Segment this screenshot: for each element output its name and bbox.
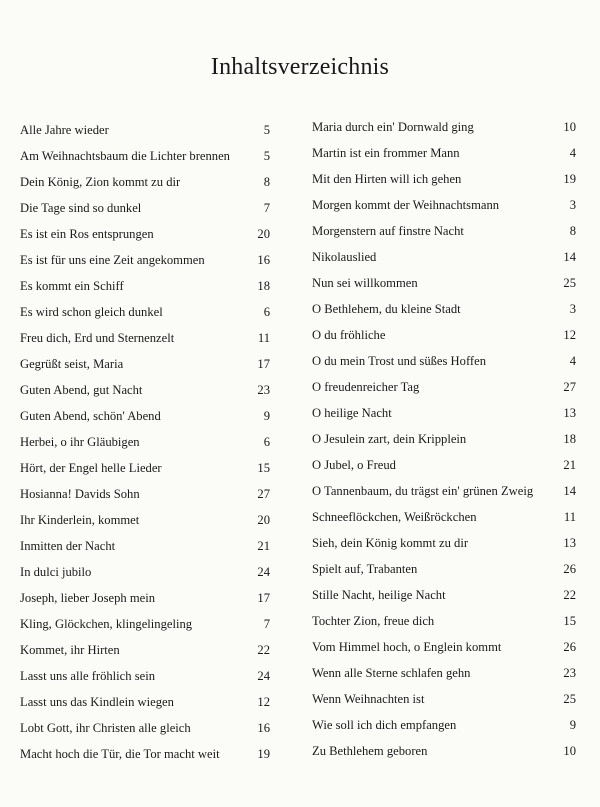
toc-entry [312,270,576,296]
toc-entry [20,169,270,195]
song-title: Nun sei willkommen [312,276,418,290]
song-title: Tochter Zion, freue dich [312,614,435,628]
page-title: Inhaltsverzeichnis [210,54,390,80]
toc-entry [312,608,576,634]
right-toc-column [312,114,576,764]
song-title: O Jubel, o Freud [312,458,396,472]
song-title: O du fröhliche [312,328,386,342]
song-title: Wenn Weihnachten ist [312,692,425,706]
song-title: Dein König, Zion kommt zu dir [20,175,181,189]
song-title: Kommet, ihr Hirten [20,643,120,657]
toc-entry [20,689,270,715]
toc-entry [20,247,270,273]
page-number: 6 [263,305,270,319]
page-number: 17 [257,591,270,605]
toc-entry [312,504,576,530]
song-title: Ihr Kinderlein, kommet [20,513,140,527]
song-title: O Bethlehem, du kleine Stadt [312,302,461,316]
song-title: O freudenreicher Tag [312,380,420,394]
page-number: 23 [563,666,576,680]
toc-entry [312,322,576,348]
page-number: 10 [563,744,576,758]
toc-entry [312,452,576,478]
toc-entry [20,507,270,533]
song-title: Nikolauslied [312,250,377,264]
page-number: 11 [257,331,270,345]
song-title: Lasst uns alle fröhlich sein [20,669,156,683]
toc-entry [20,377,270,403]
song-title: Macht hoch die Tür, die Tor macht weit [20,747,220,761]
page-number: 6 [263,435,270,449]
toc-entry [312,556,576,582]
page-number: 4 [569,354,576,368]
song-title: Am Weihnachtsbaum die Lichter brennen [20,149,230,163]
toc-entry [312,426,576,452]
page-number: 19 [257,747,270,761]
toc-entry [20,455,270,481]
page-number: 18 [563,432,576,446]
song-title: Morgen kommt der Weihnachtsmann [312,198,500,212]
toc-entry [312,244,576,270]
page-number: 21 [563,458,576,472]
toc-entry [312,530,576,556]
toc-entry [20,559,270,585]
page-number: 4 [569,146,576,160]
page-number: 14 [563,484,576,498]
song-title: Wenn alle Sterne schlafen gehn [312,666,471,680]
page-number: 8 [569,224,576,238]
toc-entry [312,582,576,608]
page-number: 16 [257,253,270,267]
toc-entry [312,712,576,738]
page-number: 26 [563,562,576,576]
toc-entry [20,273,270,299]
page-number: 17 [257,357,270,371]
song-title: Maria durch ein' Dornwald ging [312,120,474,134]
page-number: 12 [257,695,270,709]
toc-entry [20,663,270,689]
toc-entry [312,686,576,712]
song-title: Schneeflöckchen, Weißröckchen [312,510,477,524]
toc-entry [20,715,270,741]
page-number: 7 [263,201,270,215]
page-number: 27 [563,380,576,394]
song-title: Spielt auf, Trabanten [312,562,418,576]
page-number: 24 [257,669,270,683]
toc-entry [20,351,270,377]
page-number: 8 [263,175,270,189]
toc-entry [20,403,270,429]
song-title: Wie soll ich dich empfangen [312,718,457,732]
page-number: 22 [257,643,270,657]
toc-entry [20,143,270,169]
song-title: O heilige Nacht [312,406,392,420]
song-title: Es ist für uns eine Zeit angekommen [20,253,205,267]
page-number: 21 [257,539,270,553]
song-title: Zu Bethlehem geboren [312,744,428,758]
song-title: O Tannenbaum, du trägst ein' grünen Zweig [312,484,534,498]
page-number: 27 [257,487,270,501]
toc-entry [312,348,576,374]
song-title: Die Tage sind so dunkel [20,201,142,215]
toc-entry [312,218,576,244]
song-title: Morgenstern auf finstre Nacht [312,224,464,238]
page-number: 3 [569,198,576,212]
page-number: 15 [257,461,270,475]
page-number: 23 [257,383,270,397]
song-title: In dulci jubilo [20,565,92,579]
page-number: 26 [563,640,576,654]
toc-entry [20,325,270,351]
page-number: 25 [563,692,576,706]
page-number: 7 [263,617,270,631]
toc-entry [312,660,576,686]
page-number: 10 [563,120,576,134]
toc-entry [312,374,576,400]
toc-entry [20,637,270,663]
song-title: O Jesulein zart, dein Kripplein [312,432,467,446]
song-title: Joseph, lieber Joseph mein [20,591,156,605]
page-number: 20 [257,227,270,241]
song-title: Herbei, o ihr Gläubigen [20,435,140,449]
toc-entry [20,429,270,455]
page-number: 22 [563,588,576,602]
toc-entry [20,611,270,637]
song-title: Inmitten der Nacht [20,539,116,553]
page-number: 24 [257,565,270,579]
page-number: 25 [563,276,576,290]
song-title: Freu dich, Erd und Sternenzelt [20,331,175,345]
page-number: 13 [563,406,576,420]
toc-entry [312,166,576,192]
song-title: Es wird schon gleich dunkel [20,305,163,319]
page-number: 16 [257,721,270,735]
toc-entry [312,140,576,166]
song-title: Lobt Gott, ihr Christen alle gleich [20,721,191,735]
toc-entry [312,296,576,322]
toc-entry [312,114,576,140]
toc-entry [312,738,576,764]
page-number: 14 [563,250,576,264]
toc-entry [20,221,270,247]
song-title: Guten Abend, schön' Abend [20,409,161,423]
song-title: Stille Nacht, heilige Nacht [312,588,446,602]
song-title: O du mein Trost und süßes Hoffen [312,354,486,368]
song-title: Kling, Glöckchen, klingelingeling [20,617,193,631]
song-title: Mit den Hirten will ich gehen [312,172,462,186]
song-title: Gegrüßt seist, Maria [20,357,124,371]
page-number: 9 [263,409,270,423]
song-title: Martin ist ein frommer Mann [312,146,460,160]
song-title: Hört, der Engel helle Lieder [20,461,162,475]
page-number: 13 [563,536,576,550]
song-title: Guten Abend, gut Nacht [20,383,143,397]
toc-entry [20,741,270,767]
page-number: 20 [257,513,270,527]
song-title: Sieh, dein König kommt zu dir [312,536,469,550]
toc-entry [20,481,270,507]
song-title: Alle Jahre wieder [20,123,109,137]
toc-entry [20,585,270,611]
page-number: 18 [257,279,270,293]
page-number: 15 [563,614,576,628]
left-toc-column [20,117,270,767]
toc-entry [312,192,576,218]
page-number: 12 [563,328,576,342]
song-title: Lasst uns das Kindlein wiegen [20,695,174,709]
song-title: Vom Himmel hoch, o Englein kommt [312,640,502,654]
page-number: 5 [263,123,270,137]
song-title: Hosianna! Davids Sohn [20,487,140,501]
page-number: 11 [563,510,576,524]
toc-entry [312,400,576,426]
song-title: Es kommt ein Schiff [20,279,124,293]
toc-entry [20,533,270,559]
toc-entry [20,299,270,325]
page-number: 5 [263,149,270,163]
toc-entry [20,195,270,221]
page-number: 9 [569,718,576,732]
toc-entry [20,117,270,143]
page-number: 19 [563,172,576,186]
toc-entry [312,478,576,504]
toc-entry [312,634,576,660]
song-title: Es ist ein Ros entsprungen [20,227,154,241]
page-number: 3 [569,302,576,316]
